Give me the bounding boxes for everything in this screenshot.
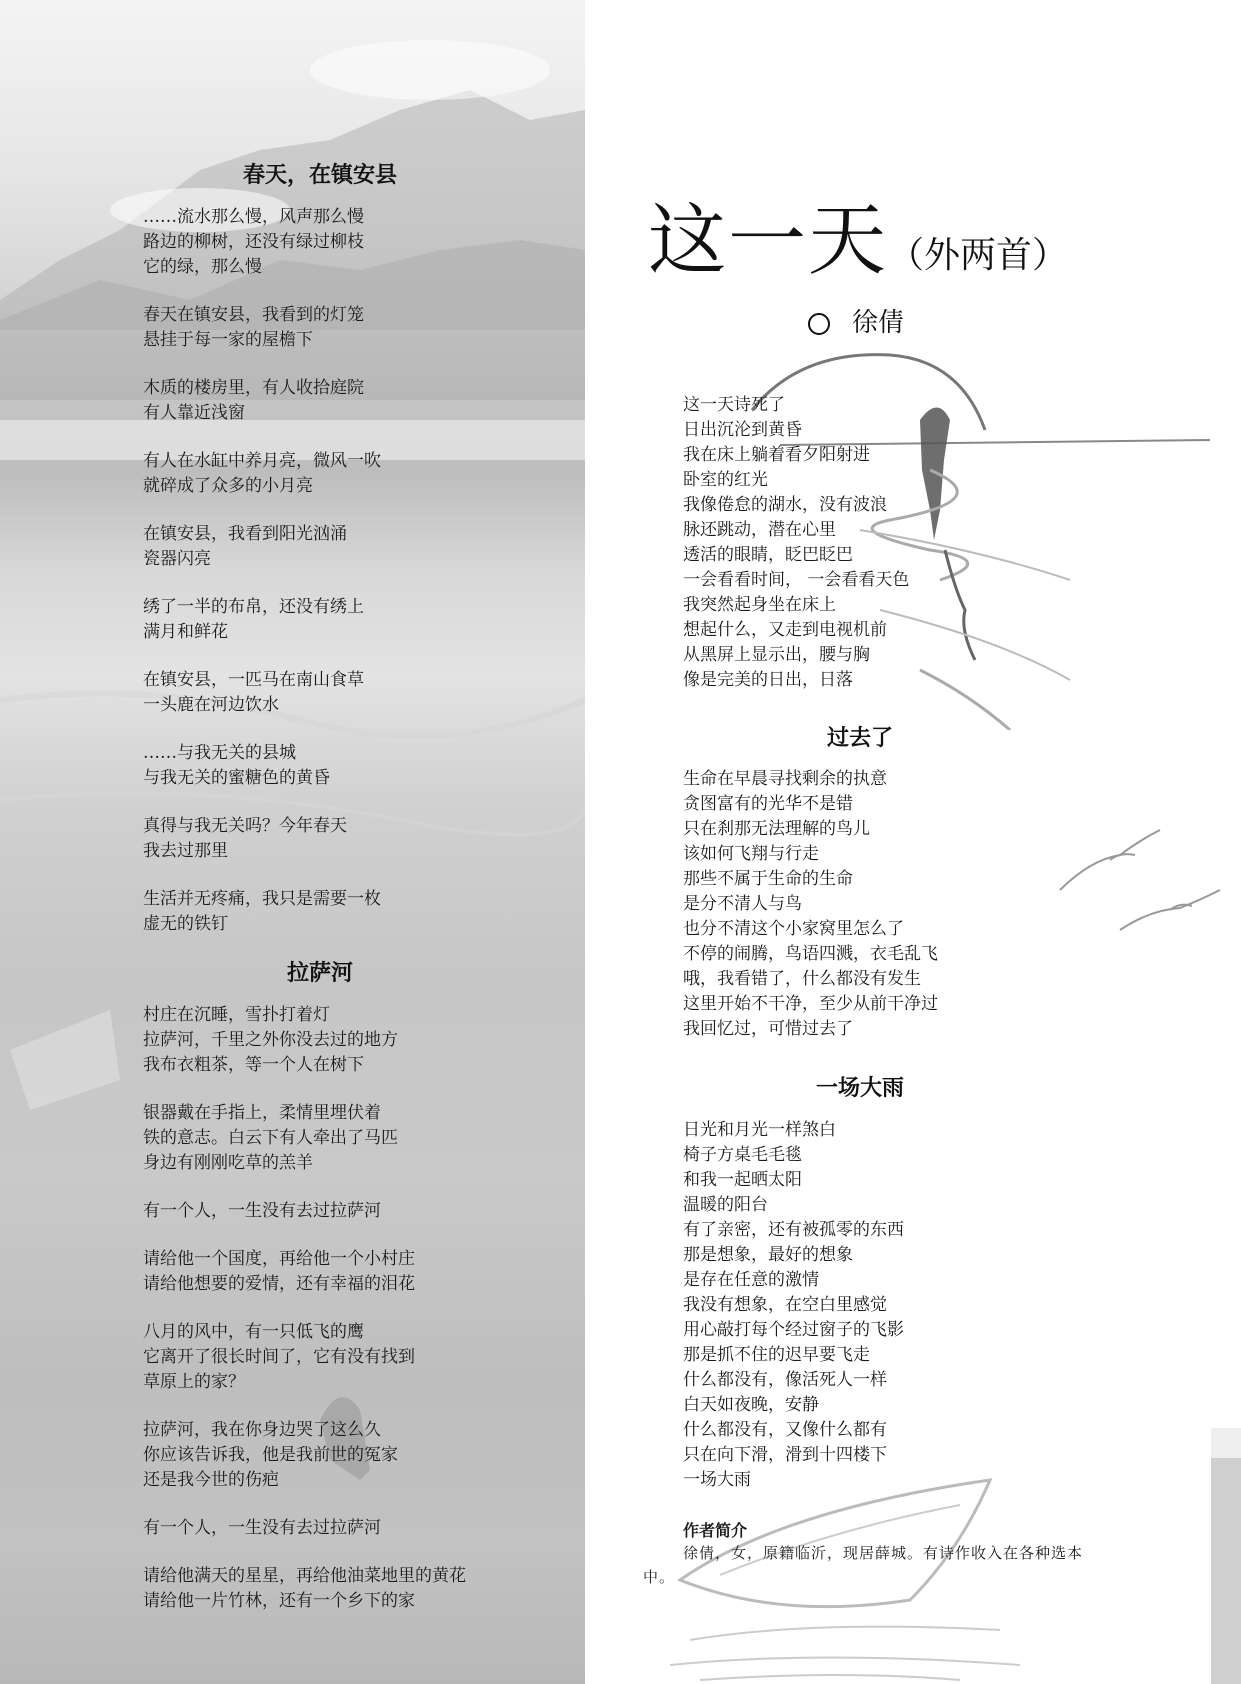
stanza-gap	[143, 426, 563, 449]
poem-line: 生命在早晨寻找剩余的执意	[683, 769, 887, 789]
poem-line: 一头鹿在河边饮水	[143, 695, 279, 715]
poem-line: 请给他想要的爱情，还有幸福的泪花	[143, 1274, 415, 1294]
poem-line: 我布衣粗茶，等一个人在树下	[143, 1055, 364, 1075]
poem-line: 草原上的家？	[143, 1372, 245, 1392]
poem-line: 哦，我看错了，什么都没有发生	[683, 969, 921, 989]
poem-line: 虚无的铁钉	[143, 914, 228, 934]
stanza-gap	[143, 1224, 563, 1247]
stanza-gap	[143, 1493, 563, 1516]
poem-line: 它离开了很长时间了，它有没有找到	[143, 1347, 415, 1367]
poem-line: 贪图富有的光华不是错	[683, 794, 853, 814]
poem-line: 请给他一片竹林，还有一个乡下的家	[143, 1591, 415, 1611]
poem-line: 有一个人，一生没有去过拉萨河	[143, 1518, 381, 1538]
poem-line: 有人在水缸中养月亮，微风一吹	[143, 451, 381, 471]
poem-line: 有了亲密，还有被孤零的东西	[683, 1220, 904, 1240]
poem-body-lhasa-river	[143, 1003, 563, 1614]
poem-line: 八月的风中，有一只低飞的鹰	[143, 1322, 364, 1342]
poem-line: 日出沉沦到黄昏	[683, 420, 802, 440]
poem-body-heavy-rain	[683, 1118, 1123, 1493]
stanza-gap	[143, 645, 563, 668]
poem-line: 悬挂于每一家的屋檐下	[143, 330, 313, 350]
poem-line: 那是想象，最好的想象	[683, 1245, 853, 1265]
poem-line: 椅子方桌毛毛毯	[683, 1145, 802, 1165]
poem-line: 用心敲打每个经过窗子的飞影	[683, 1320, 904, 1340]
main-title-subtitle: （外两首）	[888, 235, 1069, 276]
poem-line: 那些不属于生命的生命	[683, 869, 853, 889]
poem-line: 铁的意志。白云下有人牵出了马匹	[143, 1128, 398, 1148]
stanza-gap	[143, 1541, 563, 1564]
circle-icon	[808, 313, 830, 335]
poem-body-this-day	[683, 393, 1123, 693]
poem-line: 该如何飞翔与行走	[683, 844, 819, 864]
bio-heading: 作者简介	[683, 1521, 748, 1540]
poem-line: 我突然起身坐在床上	[683, 595, 836, 615]
poem-line: 它的绿，那么慢	[143, 257, 262, 277]
poem-body-spring	[143, 205, 563, 937]
stanza-gap	[143, 499, 563, 522]
poem-line: 只在向下滑，滑到十四楼下	[683, 1445, 887, 1465]
poem-line: 我回忆过，可惜过去了	[683, 1019, 853, 1039]
poem-line: 那是抓不住的迟早要飞走	[683, 1345, 870, 1365]
stanza-gap	[143, 791, 563, 814]
poem-line: 就碎成了众多的小月亮	[143, 476, 313, 496]
poem-line: 温暖的阳台	[683, 1195, 768, 1215]
poem-line: 身边有刚刚吃草的羔羊	[143, 1153, 313, 1173]
poem-line: 一会看看时间， 一会看看天色	[683, 570, 910, 590]
poem-title-lhasa-river: 拉萨河	[286, 961, 353, 986]
poem-line: 一场大雨	[683, 1470, 751, 1490]
poem-line: 什么都没有，像活死人一样	[683, 1370, 887, 1390]
stanza-gap	[143, 718, 563, 741]
poem-line: 像是完美的日出，日落	[683, 670, 853, 690]
poem-line: 脉还跳动，潜在心里	[683, 520, 836, 540]
poem-body-passed	[683, 767, 1123, 1042]
poem-line: 在镇安县，我看到阳光汹涌	[143, 524, 347, 544]
poem-line: 日光和月光一样煞白	[683, 1120, 836, 1140]
poem-line: 我在床上躺着看夕阳射进	[683, 445, 870, 465]
poem-line: 有一个人，一生没有去过拉萨河	[143, 1201, 381, 1221]
poem-line: 我去过那里	[143, 841, 228, 861]
poem-line: 满月和鲜花	[143, 622, 228, 642]
poem-line: 从黑屏上显示出，腰与胸	[683, 645, 870, 665]
poem-line: 生活并无疼痛，我只是需要一枚	[143, 889, 381, 909]
main-title-text: 这一天	[648, 196, 889, 286]
poem-line: ……与我无关的县城	[143, 743, 296, 763]
poem-line: 这里开始不干净，至少从前干净过	[683, 994, 938, 1014]
poem-line: 村庄在沉睡，雪扑打着灯	[143, 1005, 330, 1025]
poem-line: 也分不清这个小家窝里怎么了	[683, 919, 904, 939]
poem-line: ……流水那么慢，风声那么慢	[143, 207, 364, 227]
page-edge-tab	[1211, 1428, 1241, 1684]
author-name: 徐倩	[852, 308, 905, 338]
poem-line: 你应该告诉我，他是我前世的冤家	[143, 1445, 398, 1465]
stanza-gap	[143, 572, 563, 595]
poem-line: 想起什么，又走到电视机前	[683, 620, 887, 640]
poem-line: 卧室的红光	[683, 470, 768, 490]
poem-line: 我没有想象，在空白里感觉	[683, 1295, 887, 1315]
stanza-gap	[143, 1078, 563, 1101]
poem-line: 路边的柳树，还没有绿过柳枝	[143, 232, 364, 252]
poem-line: 只在刹那无法理解的鸟儿	[683, 819, 870, 839]
poem-line: 白天如夜晚，安静	[683, 1395, 819, 1415]
stanza-gap	[143, 280, 563, 303]
poem-line: 是分不清人与鸟	[683, 894, 802, 914]
poem-line: 与我无关的蜜糖色的黄昏	[143, 768, 330, 788]
poem-line: 这一天诗死了	[683, 395, 785, 415]
stanza-gap	[143, 353, 563, 376]
poem-line: 是存在任意的激情	[683, 1270, 819, 1290]
poem-line: 瓷器闪亮	[143, 549, 211, 569]
poem-line: 和我一起晒太阳	[683, 1170, 802, 1190]
stanza-gap	[143, 864, 563, 887]
poem-title-passed: 过去了	[826, 726, 893, 751]
poem-line: 绣了一半的布帛，还没有绣上	[143, 597, 364, 617]
poem-line: 木质的楼房里，有人收拾庭院	[143, 378, 364, 398]
poem-title-spring: 春天，在镇安县	[242, 163, 397, 188]
bio-text: 徐倩，女，原籍临沂，现居薛城。有诗作收入在各种选本中。	[643, 1544, 1084, 1586]
stanza-gap	[143, 1395, 563, 1418]
poem-line: 拉萨河，我在你身边哭了这么久	[143, 1420, 381, 1440]
author-byline	[808, 302, 904, 339]
poem-line: 拉萨河，千里之外你没去过的地方	[143, 1030, 398, 1050]
poem-line: 透活的眼睛，眨巴眨巴	[683, 545, 853, 565]
poem-line: 银器戴在手指上，柔情里埋伏着	[143, 1103, 381, 1123]
main-title	[648, 178, 1068, 290]
poem-line: 在镇安县，一匹马在南山食草	[143, 670, 364, 690]
poem-line: 不停的闹腾，鸟语四溅，衣毛乱飞	[683, 944, 938, 964]
poem-line: 春天在镇安县，我看到的灯笼	[143, 305, 364, 325]
poem-line: 我像倦怠的湖水，没有波浪	[683, 495, 887, 515]
poem-line: 请给他满天的星星，再给他油菜地里的黄花	[143, 1566, 466, 1586]
poem-line: 请给他一个国度，再给他一个小村庄	[143, 1249, 415, 1269]
poem-title-heavy-rain: 一场大雨	[815, 1076, 904, 1101]
poem-line: 有人靠近浅窗	[143, 403, 245, 423]
poem-line: 什么都没有，又像什么都有	[683, 1420, 887, 1440]
stanza-gap	[143, 1176, 563, 1199]
poem-line: 还是我今世的伤疤	[143, 1470, 279, 1490]
stanza-gap	[143, 1297, 563, 1320]
poem-line: 真得与我无关吗？今年春天	[143, 816, 347, 836]
